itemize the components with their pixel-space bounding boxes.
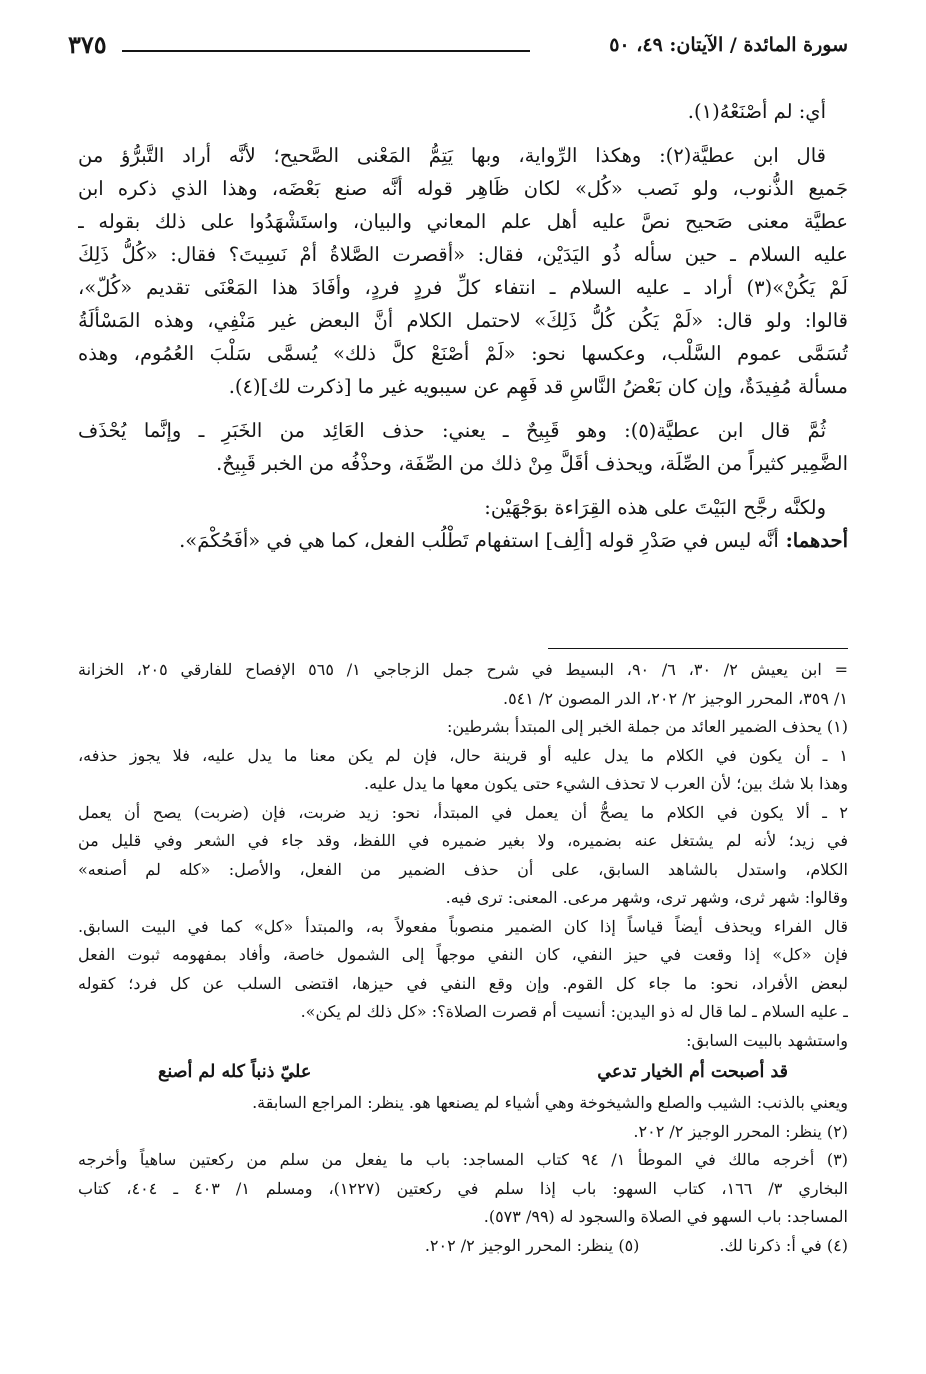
footnote-line: (٣) أخرجه مالك في الموطأ ١/ ٩٤ كتاب المساجد: باب ما يفعل من سلم من ركعتين ساهياً وأخرجه xyxy=(78,1150,848,1169)
footnote-line: المساجد: باب السهو في الصلاة والسجود له (٩٩/ ٥٧٣). xyxy=(483,1207,848,1226)
text-line: جَميع الذُّنوب، ولو نَصب «كُل» لكان ظَاهِر قوله أنَّه صنع بَعْضَه، وهذا الذي ذكره ابن xyxy=(78,177,848,200)
page-number: ٣٧٥ xyxy=(68,30,107,59)
text-line: مسألة مُفِيدَةٌ، وإن كان بَعْضُ النَّاسِ قد فَهِم عن سيبويه غير ما [ذكرت لك](٤). xyxy=(228,375,848,398)
footnote-line: = ابن يعيش ٢/ ٣٠، ٦/ ٩٠، البسيط في شرح جمل الزجاجي ١/ ٥٦٥ الإفصاح للفارقي ٢٠٥، الخزانة xyxy=(78,660,848,679)
text-line: تُسَمَّى عموم السَّلْب، وعكسها نحو: «لَمْ أصْنَعْ كلَّ ذلك» يُسمَّى سَلْبَ العُمُوم، وهذه xyxy=(78,342,848,365)
footnote-line: البخاري ٣/ ١٦٦، كتاب السهو: باب إذا سلم في ركعتين (١٢٢٧)، ومسلم ١/ ٤٠٣ ـ ٤٠٤، كتاب xyxy=(78,1178,848,1198)
footnote-line: ٢ ـ ألا يكون في الكلام ما يصحُّ أن يعمل في المبتدأ، نحو: زيد ضربت، فإن (ضربت) يصح أن يعمل xyxy=(78,802,848,822)
text-line: عليه السلام ـ حين سأله ذُو اليَدَيْن، فقال: «أقصرت الصَّلاةُ أمْ نَسِيتَ؟ فقال: «كُلُّ ذَلِكَ xyxy=(78,243,848,266)
text-line: قال ابن عطيَّة(٢): وهكذا الرِّواية، وبها يَتِمُّ المَعْنى الصَّحيح؛ لأنَّه أراد التَّبرُّؤ من xyxy=(78,144,826,167)
footnote-line: الكلام، واستدل بالشاهد السابق، على أن حذف الضمير من الفعل، والأصل: «كله لم أصنعه» xyxy=(78,859,848,879)
text-line: عطيَّة معنى صَحيح نصَّ عليه أهل علم المعاني والبيان، واستَشْهَدُوا على ذلك بقوله ـ xyxy=(78,210,848,233)
footnote-line: ويعني بالذنب: الشيب والصلع والشيخوخة وهي أشياء لم يصنعها هو. ينظر: المراجع السابقة. xyxy=(252,1093,848,1112)
poem-first-hemistich: قد أصبحت أم الخيار تدعي xyxy=(597,1062,788,1082)
footnote-line: وهذا بلا شك بين؛ لأن العرب لا تحذف الشيء حتى يكون معها ما يدل عليه. xyxy=(364,774,848,793)
text-line: ولكنَّه رجَّح البَيْتَ على هذه القِرَاءة بوَجْهَيْن: xyxy=(484,496,826,519)
text-line: ثُمَّ قال ابن عطيَّة(٥): وهو قَبِيحٌ ـ يعني: حذف العَائِد من الخَبَرِ ـ وإنَّما يُحْذَف xyxy=(78,419,826,442)
running-header xyxy=(68,30,848,66)
main-text xyxy=(78,95,848,557)
footnote-line: لبعض الأفراد، نحو: ما جاء كل القوم. وإن وقع النفي في حيزها، اقتضى السلب عن كل فرد؛ كقوله xyxy=(78,973,848,993)
text-line: الضَّمِير كثيراً من الصِّلَة، ويحذف أقَلَّ مِنْ ذلك من الصِّفَة، وحذْفُه من الخبر قَبِيحٌ. xyxy=(216,452,848,475)
footnote-separator xyxy=(548,648,848,649)
footnote-line: ـ عليه السلام ـ لما قال له ذو اليدين: أنسيت أم قصرت الصلاة؟: «كل ذلك لم يكن». xyxy=(300,1002,848,1021)
footnote-line: ١/ ٣٥٩، المحرر الوجيز ٢/ ٢٠٢، الدر المصون ٢/ ٥٤١. xyxy=(502,688,848,708)
surah-title: سورة المائدة / الآيتان: ٤٩، ٥٠ xyxy=(609,34,848,56)
footnote-4: (٤) في أ: ذكرنا لك. xyxy=(719,1235,848,1255)
footnote-line: (١) يحذف الضمير العائد من جملة الخبر إلى المبتدأ بشرطين: xyxy=(447,717,848,736)
poem-verse xyxy=(78,1055,848,1089)
text-line-rest: أنَّه ليس في صَدْرِ قوله [ألِف] استفهام تَطْلُب الفعل، كما هي في «أفَحُكْمَ». xyxy=(179,529,779,552)
footnotes xyxy=(78,656,848,1260)
footnote-line: (٢) ينظر: المحرر الوجيز ٢/ ٢٠٢. xyxy=(633,1121,848,1141)
poem-second-hemistich: عليّ ذنباً كله لم أصنع xyxy=(158,1062,312,1082)
header-rule xyxy=(122,50,530,52)
footnote-line: واستشهد بالبيت السابق: xyxy=(686,1030,848,1050)
footnote-line xyxy=(78,1232,848,1261)
footnote-5: (٥) ينظر: المحرر الوجيز ٢/ ٢٠٢. xyxy=(424,1235,640,1255)
bold-lead-word: أحدهما: xyxy=(778,529,848,552)
footnote-line: في زيد؛ لأنه لم يشتغل عنه بضميره، ولا بغير ضميره في اللفظ، وقد جاء في الشعر وفي قليل من xyxy=(78,831,848,850)
text-line: قالوا: ولو قال: «لَمْ يَكُن كُلُّ ذَلِكَ» لاحتمل الكلام أنَّ البعض غير مَنْفِي، وهذه المَسْألَةُ xyxy=(78,309,848,332)
footnote-line: وقالوا: شهر ثرى، وشهر ترى، وشهر مرعى. المعنى: ترى فيه. xyxy=(445,888,848,907)
footnote-line: قال الفراء ويحذف أيضاً قياساً إذا كان الضمير منصوباً مفعولاً به، والمبتدأ «كل» كما في البيت السابق. xyxy=(78,916,848,936)
text-line: أي: لم أصْنَعْهُ(١). xyxy=(687,100,826,123)
text-line xyxy=(78,524,848,557)
footnote-line: فإن «كل» إذا وقعت في حيز النفي، كان النفي موجهاً إلى الشمول خاصة، وأفاد بمفهومه ثبوت الفعل xyxy=(78,945,848,964)
text-line: لَمْ يَكُنْ»(٣) أراد ـ عليه السلام ـ انتفاء كلِّ فردٍ فردٍ، وأفَادَ هذا المَعْنَى تقديم «كُلّ»، xyxy=(78,276,848,299)
footnote-line: ١ ـ أن يكون في الكلام ما يدل عليه أو قرينة حال، فإن لم يكن معنا ما يدل عليه، فلا يجوز حذفه، xyxy=(78,745,848,765)
